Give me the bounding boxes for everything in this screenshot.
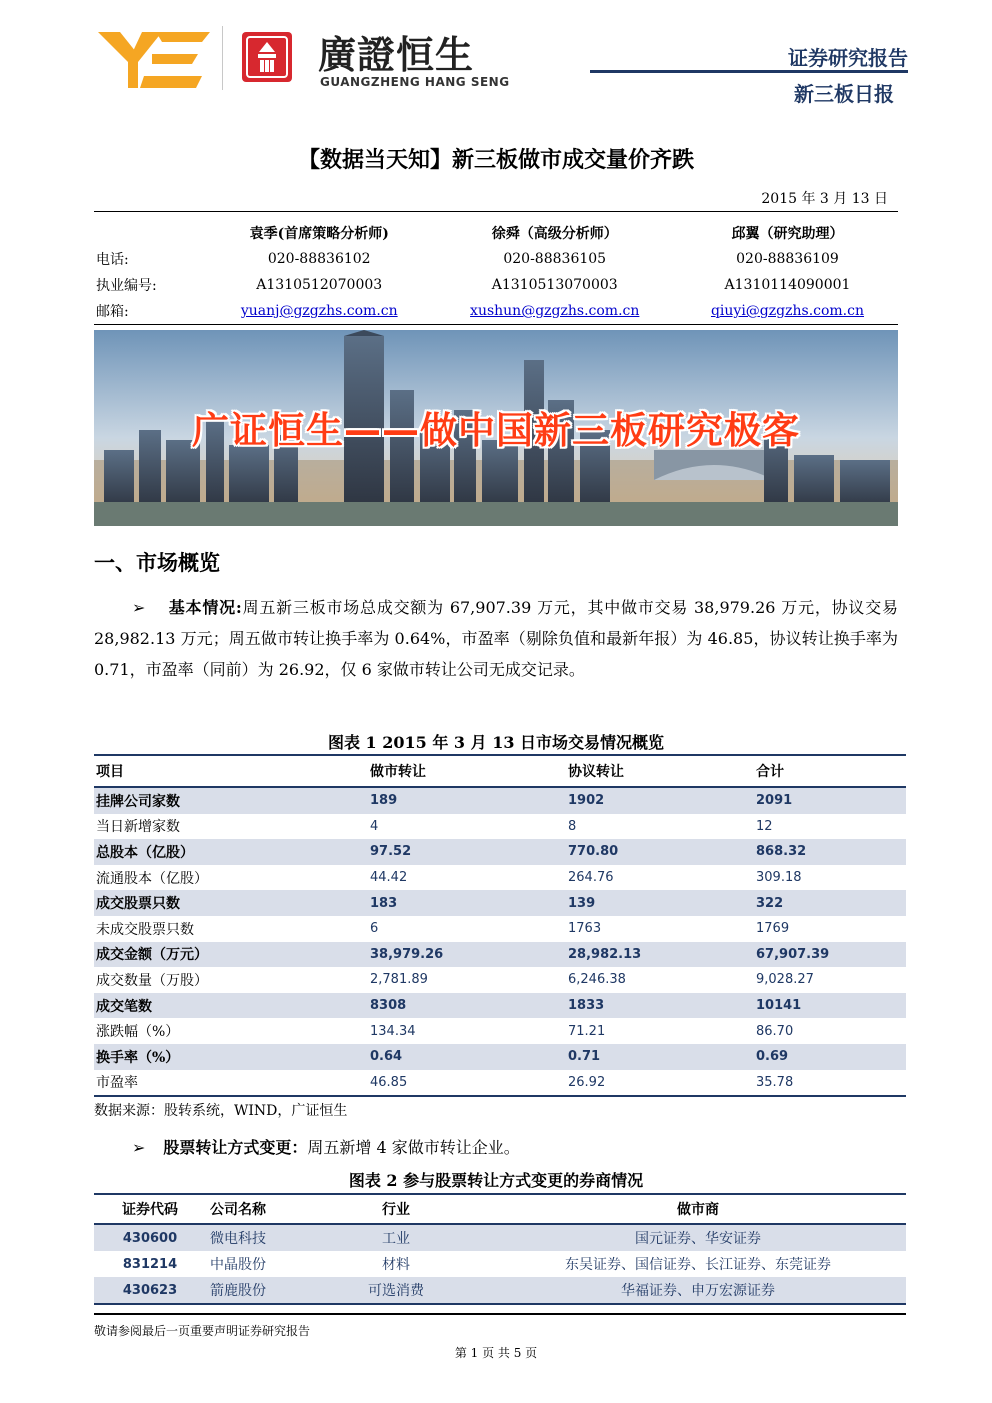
table-row (94, 890, 906, 916)
market-makers: 东吴证券、国信证券、长江证券、东莞证券 (565, 1257, 831, 1273)
table-row (94, 993, 906, 1019)
analyst-license: A1310512070003 (256, 277, 383, 293)
cell-value: 189 (368, 787, 566, 814)
table-row (94, 839, 906, 865)
cell-value: 46.85 (368, 1070, 566, 1097)
company-name: 微电科技 (206, 1224, 302, 1251)
stock-code: 831214 (122, 1256, 178, 1272)
table-row (94, 865, 906, 891)
arrow-bullet-icon: ➢ (132, 598, 146, 617)
analyst-name: 袁季(首席策略分析师) (249, 226, 389, 242)
cell-value: 97.52 (368, 839, 566, 865)
column-header: 做市转让 (368, 755, 566, 787)
report-title: 【数据当天知】新三板做市成交量价齐跌 (297, 147, 694, 173)
cell-value: 1833 (566, 993, 754, 1019)
industry: 工业 (302, 1224, 490, 1251)
column-header: 公司名称 (206, 1194, 302, 1224)
cell-value: 8 (568, 818, 577, 834)
cell-value: 2091 (754, 787, 906, 814)
cell-value: 1763 (568, 921, 602, 937)
analyst-email-link[interactable]: yuanj@gzgzhs.com.cn (240, 303, 398, 319)
bullet-label: 基本情况: (168, 598, 242, 617)
analyst-phone: 020-88836109 (736, 251, 839, 267)
market-overview-table (94, 754, 906, 1097)
company-name: 中晶股份 (210, 1257, 266, 1273)
row-label: 成交笔数 (94, 993, 368, 1019)
column-header: 行业 (302, 1194, 490, 1224)
table-row (94, 814, 906, 840)
table-header-row (94, 1194, 906, 1224)
license-label: 执业编号: (96, 278, 157, 294)
cell-value: 0.64 (368, 1044, 566, 1070)
analyst-email-row (94, 298, 898, 324)
table-row (94, 942, 906, 968)
table2-caption: 图表 2 参与股票转让方式变更的券商情况 (348, 1171, 644, 1190)
row-label: 涨跌幅（%） (96, 1024, 180, 1041)
cell-value: 28,982.13 (566, 942, 754, 968)
row-label: 成交金额（万元） (94, 942, 368, 968)
industry: 材料 (382, 1257, 410, 1273)
cell-value: 38,979.26 (368, 942, 566, 968)
bullet-text: 周五新增 4 家做市转让企业。 (307, 1138, 520, 1157)
cell-value: 6,246.38 (568, 972, 626, 988)
ye-logo-icon (98, 28, 210, 90)
cell-value: 134.34 (370, 1023, 416, 1039)
cell-value: 9,028.27 (756, 972, 814, 988)
row-label: 挂牌公司家数 (94, 787, 368, 814)
cell-value: 0.69 (754, 1044, 906, 1070)
cell-value: 1902 (566, 787, 754, 814)
market-makers: 华福证券、申万宏源证券 (490, 1277, 906, 1304)
banner-image (94, 330, 898, 526)
cell-value: 139 (566, 890, 754, 916)
analyst-phone: 020-88836105 (503, 251, 607, 267)
cell-value: 44.42 (370, 870, 408, 886)
title-rule (94, 211, 898, 212)
row-label: 成交数量（万股） (96, 972, 208, 989)
cell-value: 67,907.39 (754, 942, 906, 968)
cell-value: 10141 (754, 993, 906, 1019)
report-date: 2015 年 3 月 13 日 (761, 191, 888, 207)
cell-value: 86.70 (756, 1023, 794, 1039)
analyst-phone-row (94, 246, 898, 272)
analyst-license: A1310114090001 (724, 277, 851, 293)
row-label: 当日新增家数 (96, 819, 180, 836)
data-source-note: 数据来源：股转系统，WIND，广证恒生 (94, 1103, 348, 1119)
broker-table (94, 1193, 906, 1305)
analyst-rule (94, 324, 898, 325)
table1-caption: 图表 1 2015 年 3 月 13 日市场交易情况概览 (327, 733, 665, 752)
cell-value: 770.80 (566, 839, 754, 865)
logo-english-name: GUANGZHENG HANG SENG (320, 75, 510, 89)
logo-chinese-name: 廣證恒生 (318, 33, 475, 77)
table-row (94, 787, 906, 814)
column-header: 项目 (94, 755, 368, 787)
banner-slogan: 广证恒生——做中国新三板研究极客 (192, 409, 800, 452)
cell-value: 35.78 (754, 1070, 906, 1097)
analyst-email-link[interactable]: qiuyi@gzgzhs.com.cn (710, 303, 864, 319)
footer-disclaimer: 敬请参阅最后一页重要声明证券研究报告 (94, 1324, 311, 1338)
market-makers: 国元证券、华安证券 (490, 1224, 906, 1251)
table-row (94, 1018, 906, 1044)
cell-value: 4 (370, 818, 379, 834)
table-row (94, 1070, 906, 1097)
table-row (94, 1044, 906, 1070)
table-header-row (94, 755, 906, 787)
company-name: 箭鹿股份 (206, 1277, 302, 1304)
row-label: 流通股本（亿股） (96, 870, 208, 887)
row-label: 成交股票只数 (94, 890, 368, 916)
row-label: 未成交股票只数 (96, 921, 194, 938)
row-label: 换手率（%） (94, 1044, 368, 1070)
analyst-name: 邱翼（研究助理） (731, 226, 844, 242)
industry: 可选消费 (302, 1277, 490, 1304)
row-label: 市盈率 (94, 1070, 368, 1097)
cell-value: 264.76 (568, 870, 614, 886)
stock-code: 430623 (94, 1277, 206, 1304)
cell-value: 0.71 (566, 1044, 754, 1070)
table-row (94, 967, 906, 993)
cell-value: 8308 (368, 993, 566, 1019)
column-header: 证券代码 (94, 1194, 206, 1224)
bullet-text: 周五新三板市场总成交额为 67,907.39 万元，其中做市交易 38,979.26 万元，协议交易 28,982.13 万元；周五做市转让换手率为 0.64%，市盈率（剔除负值和最新年报）为 46.85，协议转让换手率为 0.71，市盈率（同前）为 26.92，仅 6 家做市转让公司无成交记录。 (94, 598, 898, 679)
cell-value: 12 (756, 818, 773, 834)
cell-value: 309.18 (756, 870, 802, 886)
cell-value: 322 (754, 890, 906, 916)
bullet-label: 股票转让方式变更： (163, 1138, 308, 1157)
cell-value: 2,781.89 (370, 972, 428, 988)
column-header: 合计 (754, 755, 906, 787)
table-row (94, 916, 906, 942)
logo-divider (222, 26, 223, 90)
column-header: 协议转让 (566, 755, 754, 787)
analyst-email-link[interactable]: xushun@gzgzhs.com.cn (470, 303, 640, 319)
page-number: 第 1 页 共 5 页 (454, 1346, 538, 1360)
transfer-change-paragraph (132, 1135, 520, 1158)
seal-logo-icon (238, 28, 296, 86)
analyst-phone: 020-88836102 (267, 251, 371, 267)
section-heading: 一、市场概览 (94, 550, 220, 575)
header-rule (590, 70, 908, 73)
table-row (94, 1251, 906, 1277)
report-type-label: 证券研究报告 (788, 46, 908, 70)
column-header: 做市商 (490, 1194, 906, 1224)
analyst-license: A1310513070003 (491, 277, 618, 293)
footer-rule (94, 1313, 906, 1315)
cell-value: 71.21 (568, 1023, 606, 1039)
basic-info-paragraph (94, 592, 898, 685)
arrow-bullet-icon: ➢ (132, 1138, 146, 1157)
report-series-label: 新三板日报 (794, 82, 894, 106)
analyst-license-row (94, 272, 898, 298)
cell-value: 6 (370, 921, 379, 937)
cell-value: 183 (368, 890, 566, 916)
cell-value: 868.32 (754, 839, 906, 865)
table-row (94, 1277, 906, 1304)
stock-code: 430600 (94, 1224, 206, 1251)
phone-label: 电话: (96, 252, 129, 268)
cell-value: 26.92 (566, 1070, 754, 1097)
analyst-table (94, 220, 898, 324)
table-row (94, 1224, 906, 1251)
analyst-name-row (94, 220, 898, 246)
analyst-name: 徐舜（高级分析师） (491, 226, 618, 242)
email-label: 邮箱: (96, 304, 129, 320)
cell-value: 1769 (756, 921, 790, 937)
row-label: 总股本（亿股） (94, 839, 368, 865)
